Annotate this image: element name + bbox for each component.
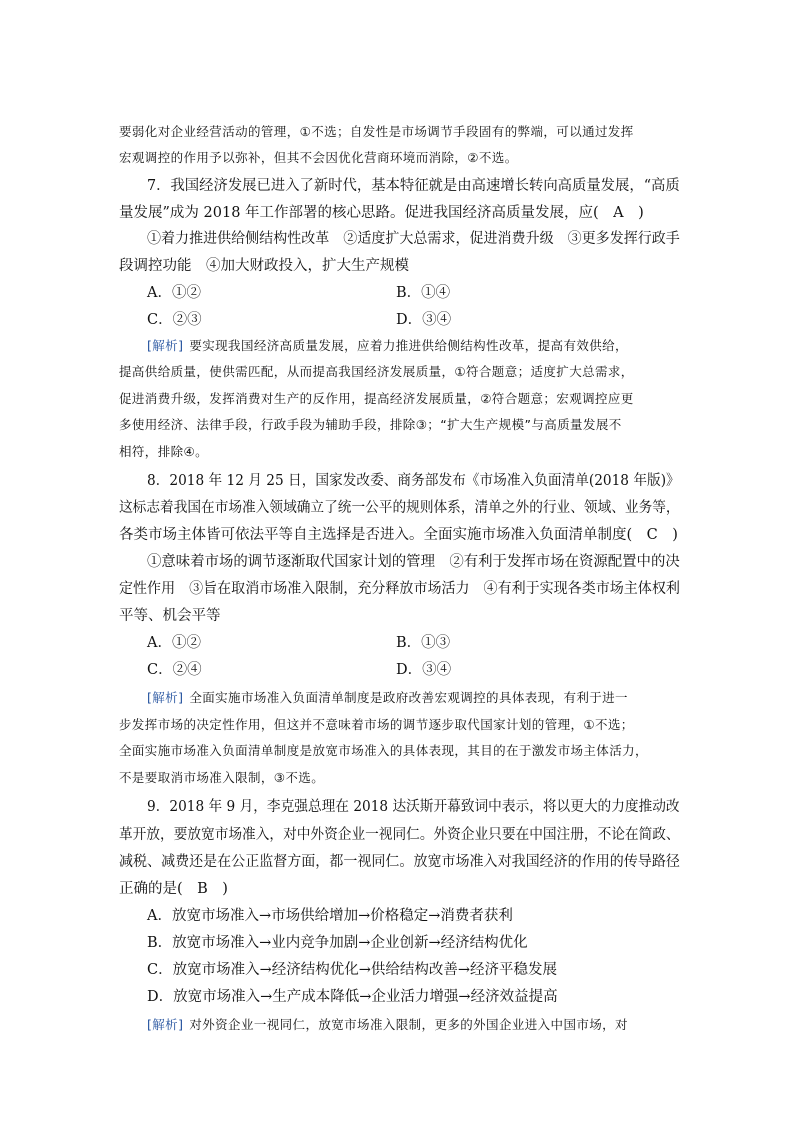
question-8-items: 定性作用 ③旨在取消市场准入限制，充分释放市场活力 ④有利于实现各类市场主体权利 (119, 581, 680, 597)
option-c: C．②④ (147, 662, 202, 678)
question-8-stem: 各类市场主体皆可依法平等自主选择是否进入。全面实施市场准入负面清单制度( C ) (119, 527, 678, 543)
option-c: C．放宽市场准入→经济结构优化→供给结构改善→经济平稳发展 (147, 962, 558, 978)
analysis-line: 全面实施市场准入负面清单制度是放宽市场准入的具体表现，其目的在于激发市场主体活力， (119, 743, 648, 758)
analysis-tag: [解析] (147, 690, 184, 705)
analysis-line: 相符，排除④。 (119, 444, 209, 459)
explanation-line: 宏观调控的作用予以弥补，但其不会因优化营商环境而消除，②不选。 (119, 150, 518, 165)
analysis-line: 步发挥市场的决定性作用，但这并不意味着市场的调节逐步取代国家计划的管理，①不选； (119, 717, 634, 732)
question-8-stem: 这标志着我国在市场准入领域确立了统一公平的规则体系，清单之外的行业、领域、业务等， (119, 500, 680, 516)
question-8-items: ①意味着市场的调节逐渐取代国家计划的管理 ②有利于发挥市场在资源配置中的决 (147, 554, 680, 570)
analysis-tag: [解析] (147, 338, 184, 353)
analysis-line (147, 1015, 628, 1035)
option-a: A．①② (147, 635, 201, 651)
question-9-stem: 革开放，要放宽市场准入，对中外资企业一视同仁。外资企业只要在中国注册，不论在简政、 (119, 827, 680, 843)
question-7-stem: 量发展”成为 2018 年工作部署的核心思路。促进我国经济高质量发展，应( A ) (119, 205, 644, 221)
analysis-line: 多使用经济、法律手段，行政手段为辅助手段，排除③；“扩大生产规模”与高质量发展不 (119, 417, 622, 432)
option-a: A．放宽市场准入→市场供给增加→价格稳定→消费者获利 (147, 908, 513, 924)
analysis-text: 全面实施市场准入负面清单制度是政府改善宏观调控的具体表现，有利于进一 (189, 690, 628, 705)
question-8-stem: 8．2018 年 12 月 25 日，国家发改委、商务部发布《市场准入负面清单(2018 年版)》 (147, 473, 680, 489)
option-b: B．①④ (396, 285, 451, 301)
analysis-line: 不是要取消市场准入限制，③不选。 (119, 770, 325, 785)
analysis-tag: [解析] (147, 1017, 184, 1032)
option-b: B．①③ (396, 635, 451, 651)
question-7-items: ①着力推进供给侧结构性改革 ②适度扩大总需求，促进消费升级 ③更多发挥行政手 (147, 231, 680, 247)
option-c: C．②③ (147, 312, 202, 328)
analysis-line: 促进消费升级，发挥消费对生产的反作用，提高经济发展质量，②符合题意；宏观调控应更 (119, 391, 634, 406)
analysis-line: 提高供给质量，使供需匹配，从而提高我国经济发展质量，①符合题意；适度扩大总需求， (119, 364, 634, 379)
option-a: A．①② (147, 285, 201, 301)
option-d: D．③④ (396, 312, 452, 328)
option-d: D．③④ (396, 662, 452, 678)
analysis-line (147, 688, 628, 708)
question-9-stem: 减税、减费还是在公正监督方面，都一视同仁。放宽市场准入对我国经济的作用的传导路径 (119, 854, 680, 870)
option-b: B．放宽市场准入→业内竞争加剧→企业创新→经济结构优化 (147, 935, 528, 951)
question-7-items: 段调控功能 ④加大财政投入，扩大生产规模 (119, 258, 409, 274)
option-d: D．放宽市场准入→生产成本降低→企业活力增强→经济效益提高 (147, 989, 558, 1005)
analysis-text: 要实现我国经济高质量发展，应着力推进供给侧结构性改革，提高有效供给， (189, 338, 628, 353)
question-9-stem: 正确的是( B ) (119, 881, 228, 897)
question-8-items: 平等、机会平等 (119, 608, 221, 624)
analysis-line (147, 336, 628, 356)
question-7-stem: 7．我国经济发展已进入了新时代，基本特征就是由高速增长转向高质量发展，“高质 (147, 178, 680, 194)
question-9-stem: 9．2018 年 9 月，李克强总理在 2018 达沃斯开幕致词中表示，将以更大的力度推动改 (147, 799, 680, 815)
analysis-text: 对外资企业一视同仁，放宽市场准入限制，更多的外国企业进入中国市场，对 (189, 1017, 628, 1032)
explanation-line: 要弱化对企业经营活动的管理，①不选；自发性是市场调节手段固有的弊端，可以通过发挥 (119, 124, 634, 139)
